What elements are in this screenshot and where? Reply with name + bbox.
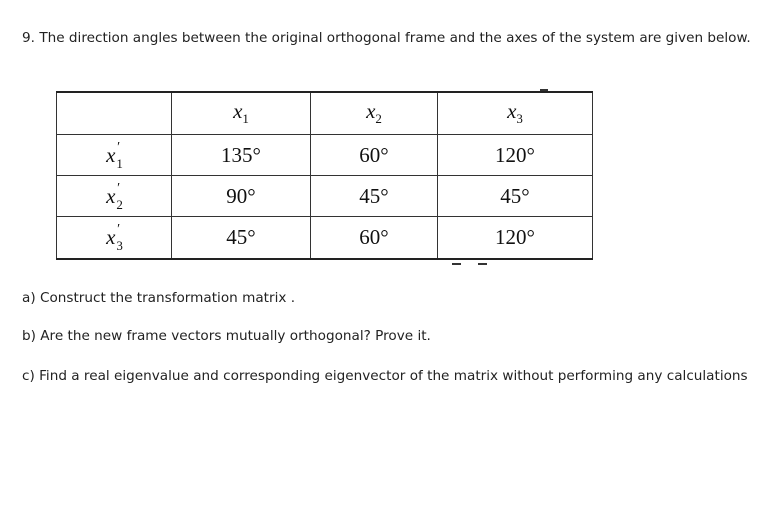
table-cell: 45°: [438, 176, 593, 217]
row-header-x3-prime: x ′ $_3$: [57, 217, 172, 260]
part-b-text: b) Are the new frame vectors mutually orthogonal? Prove it.: [22, 328, 431, 344]
table-row: [57, 217, 593, 260]
table-row: [57, 135, 593, 176]
direction-angle-table: [56, 91, 593, 260]
table-header-row: [57, 92, 593, 135]
scan-mark: [540, 89, 548, 91]
question-text: The direction angles between the original orthogonal frame and the axes of the system are given below.: [39, 30, 751, 46]
table-row: [57, 176, 593, 217]
question-intro: [22, 26, 762, 50]
table-corner-cell: [57, 92, 172, 135]
part-c-text: c) Find a real eigenvalue and corresponding eigenvector of the matrix without performing any calculations: [22, 368, 748, 384]
table-cell: 135°: [172, 135, 311, 176]
table-cell: 45°: [311, 176, 438, 217]
col-header-x2: $x_2$: [311, 92, 438, 135]
col-header-x3: $x_3$: [438, 92, 593, 135]
table-cell: 60°: [311, 217, 438, 260]
col-header-x1: $x_1$: [172, 92, 311, 135]
table-cell: 45°: [172, 217, 311, 260]
row-header-x1-prime: x ′ $_1$: [57, 135, 172, 176]
part-a-text: a) Construct the transformation matrix .: [22, 290, 296, 306]
table-cell: 60°: [311, 135, 438, 176]
table-cell: 120°: [438, 217, 593, 260]
scan-mark: [478, 263, 487, 265]
table-cell: 90°: [172, 176, 311, 217]
scan-mark: [452, 263, 461, 265]
row-header-x2-prime: x ′ $_2$: [57, 176, 172, 217]
table-cell: 120°: [438, 135, 593, 176]
question-number: 9.: [22, 30, 35, 46]
